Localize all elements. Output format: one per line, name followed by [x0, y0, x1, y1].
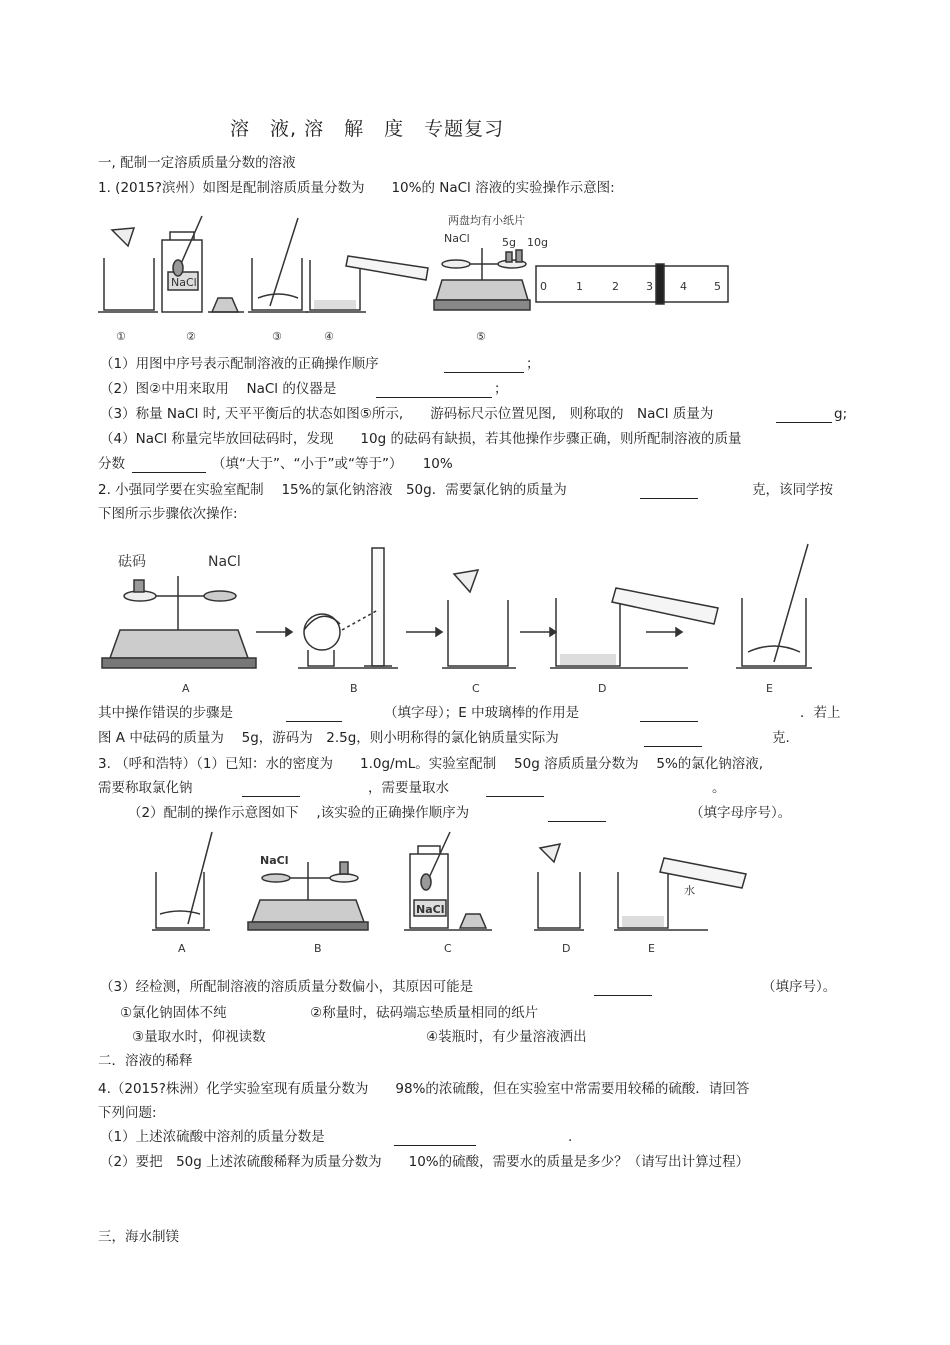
q3-line3b: （填字母序号）。 — [690, 805, 792, 821]
fig1-label-3: ③ — [272, 330, 282, 343]
answer-blank — [242, 796, 300, 797]
q1-part3-end: g; — [834, 406, 848, 422]
q1-part3: （3）称量 NaCl 时, 天平平衡后的状态如图⑤所示, 游码标尺示位置见图, 则称取的 NaCl 质量为 — [100, 406, 714, 422]
fig3-label-b: B — [314, 942, 322, 955]
fig3-label-c: C — [444, 942, 452, 955]
fig2-label-b: B — [350, 682, 358, 695]
page-title: 溶 液, 溶 解 度 专题复习 — [230, 118, 505, 140]
q1-part1-end: ； — [526, 356, 540, 372]
answer-blank — [776, 422, 832, 423]
fig1-balance-note: 两盘均有小纸片 — [448, 214, 525, 227]
fig1-weights: 5g 10g — [502, 236, 548, 249]
q1-part5b: （填“大于”、“小于”或“等于”） 10% — [212, 456, 453, 472]
q2-stem-a: 2. 小强同学要在实验室配制 15%的氯化钠溶液 50g．需要氯化钠的质量为 — [98, 482, 567, 498]
fig3-label-a: A — [178, 942, 186, 955]
q3-line2c: 。 — [712, 780, 726, 796]
q3-line4b: （填序号）。 — [762, 979, 837, 995]
fig1-label-5: ⑤ — [476, 330, 486, 343]
fig1-label-4: ④ — [324, 330, 334, 343]
answer-blank — [286, 721, 342, 722]
q3-line2a: 需要称取氯化钠 — [98, 780, 193, 796]
q3-option-4: ④装瓶时，有少量溶液洒出 — [426, 1029, 587, 1045]
q4-line2: 下列问题: — [98, 1105, 157, 1121]
q2-line1b: （填字母）；E 中玻璃棒的作用是 — [384, 705, 580, 721]
ruler-tick-5: 5 — [714, 280, 721, 293]
fig3-label-e: E — [648, 942, 655, 955]
ruler-tick-1: 1 — [576, 280, 583, 293]
fig3-label-d: D — [562, 942, 571, 955]
section-heading-1: 一, 配制一定溶质质量分数的溶液 — [98, 155, 296, 171]
fig3-water: 水 — [684, 884, 695, 897]
q1-part2: （2）图②中用来取用 NaCl 的仪器是 — [100, 381, 350, 397]
fig3-bottle-label: NaCl — [416, 903, 445, 916]
q3-line4a: （3）经检测，所配制溶液的溶质质量分数偏小，其原因可能是 — [100, 979, 474, 995]
section-heading-2: 二．溶液的稀释 — [98, 1053, 193, 1069]
ruler-tick-2: 2 — [612, 280, 619, 293]
q2-figure — [98, 540, 843, 700]
answer-blank — [444, 372, 524, 373]
answer-blank — [376, 397, 492, 398]
fig1-label-2: ② — [186, 330, 196, 343]
answer-blank — [486, 796, 544, 797]
answer-blank — [394, 1145, 476, 1146]
answer-blank — [644, 746, 702, 747]
fig1-label-1: ① — [116, 330, 126, 343]
q4-line1: 4.（2015?株洲）化学实验室现有质量分数为 98%的浓硫酸，但在实验室中常需要用较稀的硫酸．请回答 — [98, 1081, 750, 1097]
q4-part1a: （1）上述浓硫酸中溶剂的质量分数是 — [100, 1129, 325, 1145]
q3-figure — [148, 828, 758, 960]
q3-line3a: （2）配制的操作示意图如下 ,该实验的正确操作顺序为 — [128, 805, 470, 821]
q2-line2a: 图 A 中砝码的质量为 5g，游码为 2.5g，则小明称得的氯化钠质量实际为 — [98, 730, 559, 746]
ruler-tick-0: 0 — [540, 280, 547, 293]
section-heading-3: 三，海水制镁 — [98, 1229, 179, 1245]
fig2-label-e: E — [766, 682, 773, 695]
q1-part2-end: ； — [494, 381, 508, 397]
q3-option-3: ③量取水时，仰视读数 — [132, 1029, 266, 1045]
q4-part2: （2）要把 50g 上述浓硫酸稀释为质量分数为 10%的硫酸，需要水的质量是多少？（请写出计算过程） — [100, 1154, 750, 1170]
fig2-weight-label: 砝码 — [118, 554, 146, 570]
q3-line1: 3. （呼和浩特）（1）已知：水的密度为 1.0g/mL。实验室配制 50g 溶质质量分数为 5%的氯化钠溶液, — [98, 756, 764, 772]
q4-part1b: . — [568, 1129, 573, 1145]
q1-part1: （1）用图中序号表示配制溶液的正确操作顺序 — [100, 356, 393, 372]
q2-line1c: ．若上 — [800, 705, 841, 721]
q2-line1a: 其中操作错误的步骤是 — [98, 705, 233, 721]
fig1-nacl: NaCl — [444, 232, 470, 245]
ruler-tick-3: 3 — [646, 280, 653, 293]
q1-part4: （4）NaCl 称量完毕放回砝码时，发现 10g 的砝码有缺损，若其他操作步骤正确，则所配制溶液的质量 — [100, 431, 742, 447]
q2-line2b: 克. — [772, 730, 790, 746]
q2-stem-b: 克，该同学按 — [752, 482, 833, 498]
ruler-tick-4: 4 — [680, 280, 687, 293]
answer-blank — [640, 498, 698, 499]
q2-stem-c: 下图所示步骤依次操作: — [98, 506, 238, 522]
fig2-label-d: D — [598, 682, 607, 695]
fig2-label-a: A — [182, 682, 190, 695]
answer-blank — [548, 821, 606, 822]
q1-figure — [98, 208, 738, 348]
fig3-nacl: NaCl — [260, 854, 289, 867]
answer-blank — [132, 472, 206, 473]
fig2-label-c: C — [472, 682, 480, 695]
q3-option-2: ②称量时，砝码端忘垫质量相同的纸片 — [310, 1005, 539, 1021]
q3-option-1: ①氯化钠固体不纯 — [120, 1005, 227, 1021]
answer-blank — [640, 721, 698, 722]
q3-line2b: ，需要量取水 — [368, 780, 449, 796]
q1-part5a: 分数 — [98, 456, 125, 472]
fig2-nacl: NaCl — [208, 554, 241, 570]
fig1-bottle-label: NaCl — [171, 276, 197, 289]
answer-blank — [594, 995, 652, 996]
q1-stem: 1. (2015?滨州）如图是配制溶质质量分数为 10%的 NaCl 溶液的实验操作示意图: — [98, 180, 615, 196]
